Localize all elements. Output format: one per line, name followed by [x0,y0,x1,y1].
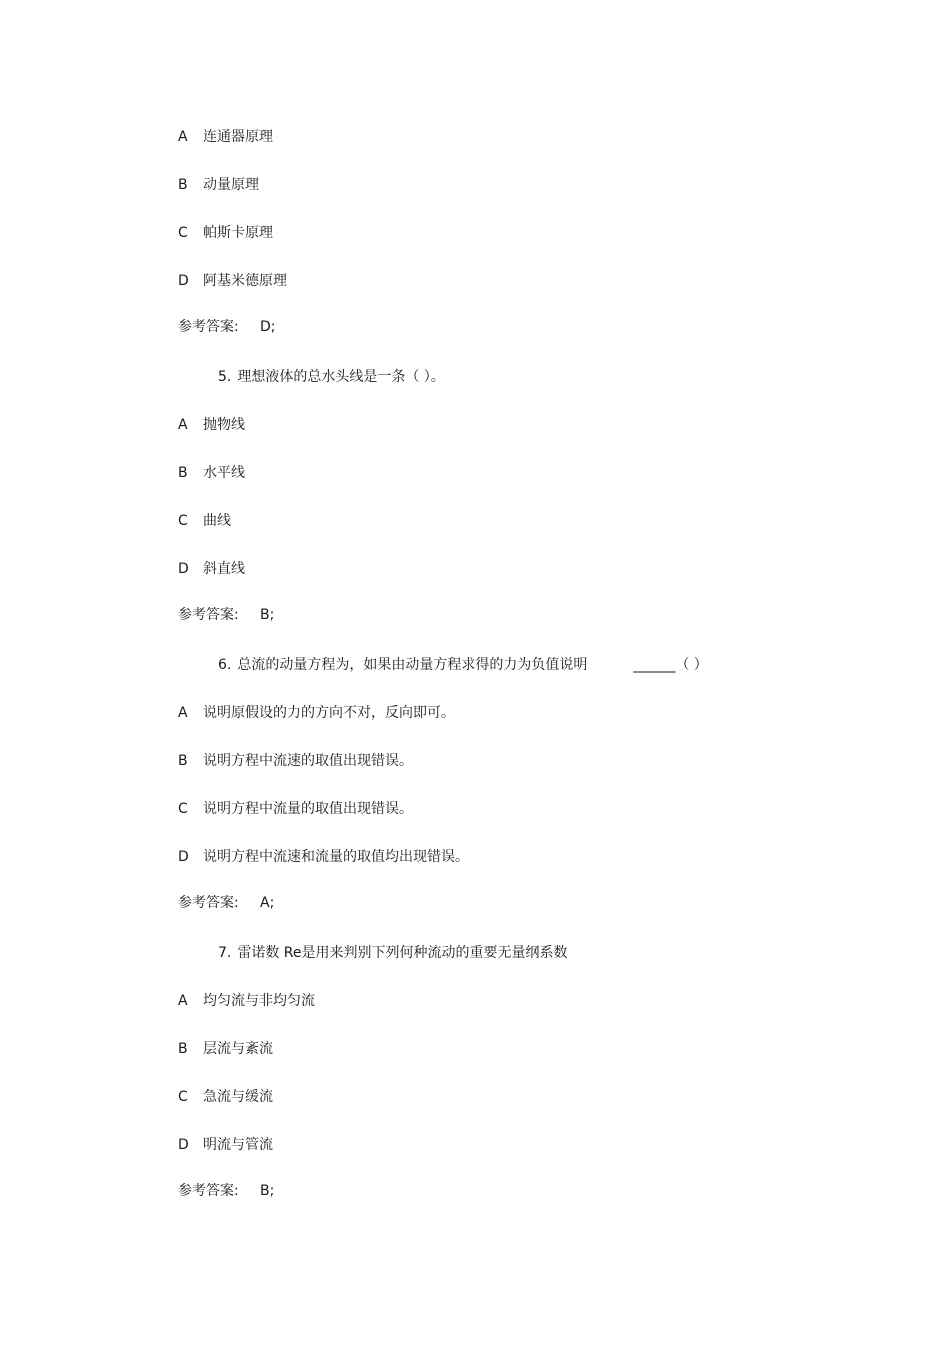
option-text: 动量原理 [203,177,259,193]
option-letter: D [178,1137,189,1153]
option-text: 连通器原理 [203,129,273,145]
question-text: 雷诺数 Re是用来判别下列何种流动的重要无量纲系数 [237,945,568,961]
option-text: 说明方程中流量的取值出现错误。 [203,801,413,817]
option-text: 说明方程中流速和流量的取值均出现错误。 [203,849,469,865]
reference-answer [178,606,274,624]
question-blank: ______（ ） [633,657,708,673]
option-c [178,1088,273,1106]
question-number: 7. [218,945,232,961]
option-c [178,224,273,242]
option-d [178,848,469,866]
option-text: 均匀流与非均匀流 [203,993,315,1009]
option-letter: A [178,129,188,145]
reference-answer [178,1182,274,1200]
option-b [178,464,245,482]
option-text: 急流与缓流 [203,1089,273,1105]
option-letter: D [178,849,189,865]
answer-label: 参考答案: [178,607,239,623]
option-b [178,752,413,770]
question-text: 总流的动量方程为，如果由动量方程求得的力为负值说明 [237,657,588,673]
option-text: 说明方程中流速的取值出现错误。 [203,753,413,769]
option-text: 斜直线 [203,561,245,577]
option-letter: B [178,1041,188,1057]
option-letter: D [178,561,189,577]
question-text: 理想液体的总水头线是一条（ ）。 [237,369,445,385]
option-c [178,512,231,530]
answer-label: 参考答案: [178,895,239,911]
option-letter: A [178,705,188,721]
option-letter: B [178,177,188,193]
answer-value: B; [260,607,275,623]
answer-label: 参考答案: [178,319,239,335]
option-letter: B [178,465,188,481]
reference-answer [178,318,276,336]
option-a [178,128,273,146]
option-letter: B [178,753,188,769]
option-letter: D [178,273,189,289]
question-number: 6. [218,657,232,673]
option-b [178,1040,273,1058]
option-letter: C [178,1089,188,1105]
option-d [178,560,245,578]
option-letter: C [178,225,188,241]
option-text: 说明原假设的力的方向不对，反向即可。 [203,705,455,721]
option-c [178,800,413,818]
option-a [178,416,245,434]
option-text: 帕斯卡原理 [203,225,273,241]
question-number: 5. [218,369,232,385]
option-text: 层流与紊流 [203,1041,273,1057]
option-text: 曲线 [203,513,231,529]
option-letter: A [178,417,188,433]
reference-answer [178,894,274,912]
option-d [178,1136,273,1154]
option-text: 明流与管流 [203,1137,273,1153]
answer-value: D; [260,319,276,335]
option-letter: A [178,993,188,1009]
option-d [178,272,287,290]
option-b [178,176,259,194]
option-text: 阿基米德原理 [203,273,287,289]
answer-value: A; [260,895,275,911]
option-a [178,992,315,1010]
question-5 [218,368,445,386]
question-6 [218,656,708,674]
question-7 [218,944,568,962]
option-letter: C [178,513,188,529]
option-text: 抛物线 [203,417,245,433]
option-letter: C [178,801,188,817]
answer-label: 参考答案: [178,1183,239,1199]
option-a [178,704,455,722]
option-text: 水平线 [203,465,245,481]
answer-value: B; [260,1183,275,1199]
